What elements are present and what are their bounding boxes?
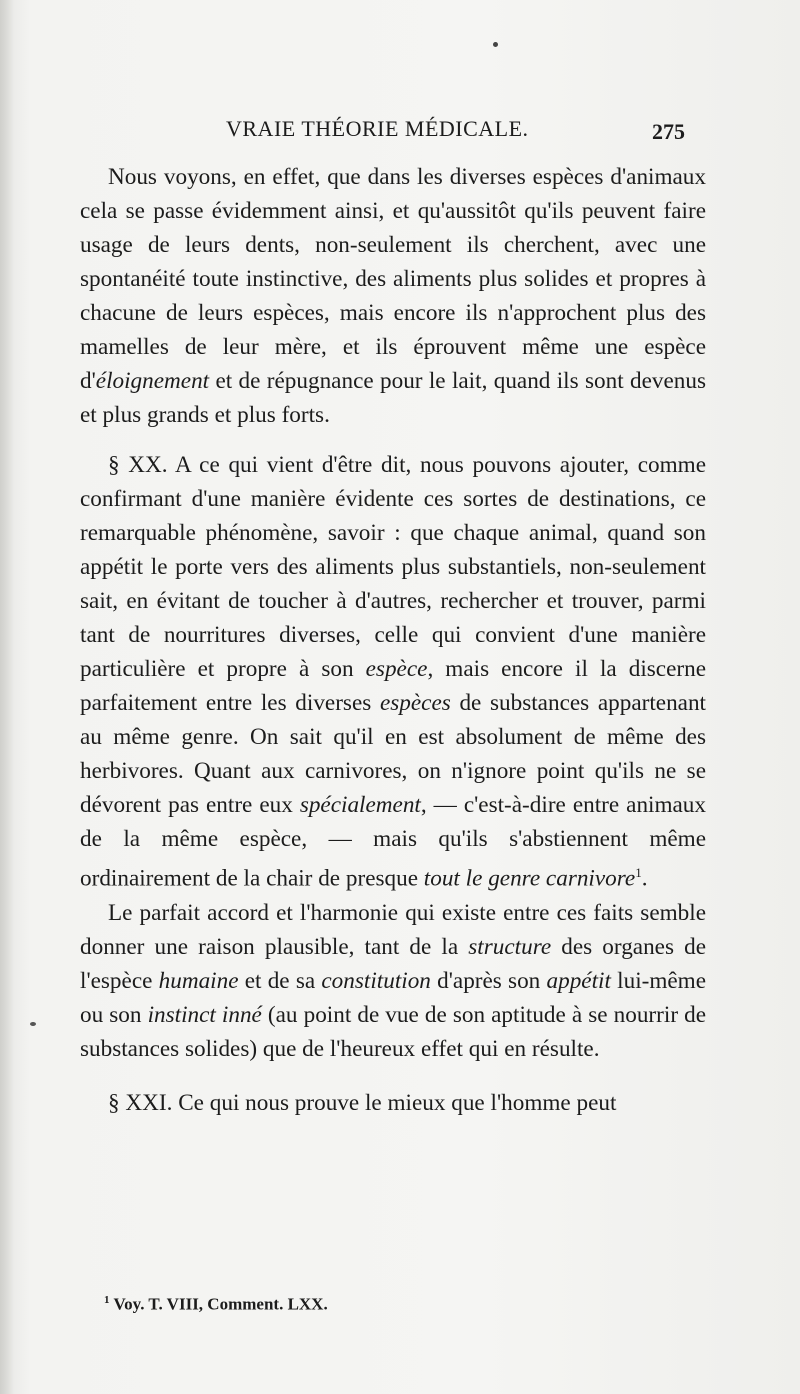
italic-text: constitution <box>321 967 431 994</box>
paragraph-text: § XX. A ce qui vient d'être dit, nous pouvons ajouter, comme confirmant d'une manière évidente ces sortes de destinations, ce remarquable phénomène, savoir : que chaque animal, quand son appétit le porte vers des aliments plus substantiels, non-seulement sait, en évitant de toucher à d'autres, rechercher et trouver, parmi tant de nourritures diverses, celle qui convient d'une manière particulière et propre à son <box>80 452 706 682</box>
italic-text: instinct inné <box>147 1001 262 1028</box>
italic-text: humaine <box>158 967 239 994</box>
italic-text: spécialement <box>299 792 421 818</box>
italic-text: structure <box>468 933 552 960</box>
paragraph-4 <box>80 1086 706 1120</box>
paragraph-text: et de répugnance pour le lait, quand ils sont devenus et plus grands et plus forts. <box>80 368 706 428</box>
paragraph-text: (au point de vue de son aptitude à se nourrir de substances solides) que de l'heureux effet qui en résulte. <box>80 1001 706 1062</box>
paragraph-text: § XXI. Ce qui nous prouve le mieux que l'homme peut <box>108 1089 617 1116</box>
italic-text: éloignement <box>95 368 210 394</box>
paragraph-text: Le parfait accord et l'harmonie qui existe entre ces faits semble donner une raison plausible, tant de la <box>80 899 706 960</box>
paragraph-2 <box>80 448 706 896</box>
paragraph-gap <box>80 432 706 448</box>
italic-text: espèce <box>365 656 428 682</box>
italic-text: espèces <box>379 690 451 716</box>
paragraph-text: d'après son <box>430 967 547 994</box>
ink-speck <box>30 1022 36 1026</box>
paragraph-3 <box>80 896 706 1066</box>
body-text <box>80 160 706 1120</box>
paragraph-text: Nous voyons, en effet, que dans les diverses espèces d'animaux cela se passe évidemment ainsi, et qu'aussitôt qu'ils peuvent faire usage de leurs dents, non-seulement ils cherchent, avec une spontanéité toute instinctive, des aliments plus solides et propres à chacune de leurs espèces, mais encore ils n'approchent plus des mamelles de leur mère, et ils éprouvent même une espèce d' <box>80 164 706 394</box>
paragraph-text: de substances appartenant au même genre. On sait qu'il en est absolument de même des herbivores. Quant aux carnivores, on n'ignore point qu'ils ne se dévorent pas entre eux <box>80 690 706 818</box>
page-header <box>0 116 800 146</box>
paragraph-gap <box>80 1066 706 1086</box>
page-number: 275 <box>652 119 685 144</box>
paragraph-1 <box>80 160 706 432</box>
footnote-reference: 1 <box>635 865 642 880</box>
paragraph-text: . <box>641 865 648 892</box>
italic-text: tout le genre carnivore <box>423 865 636 892</box>
paragraph-text: , — c'est-à-dire entre animaux de la même espèce, — mais qu'ils s'abstiennent même ordinairement de la chair de presque <box>80 792 706 892</box>
paragraph-text: et de sa <box>238 967 322 994</box>
paragraph-text: , mais encore il la discerne parfaitement entre les diverses <box>80 656 706 716</box>
paragraph-text: lui-même ou son <box>80 967 707 1028</box>
page-gutter-shadow <box>0 0 14 1394</box>
footnote-marker: 1 <box>104 1294 110 1306</box>
paragraph-text: des organes de l'espèce <box>80 933 706 994</box>
italic-text: appétit <box>546 967 611 994</box>
footnote <box>104 1294 328 1315</box>
ink-speck <box>493 42 498 47</box>
footnote-text: Voy. T. VIII, Comment. LXX. <box>109 1294 328 1314</box>
running-title: VRAIE THÉORIE MÉDICALE. <box>226 116 529 141</box>
